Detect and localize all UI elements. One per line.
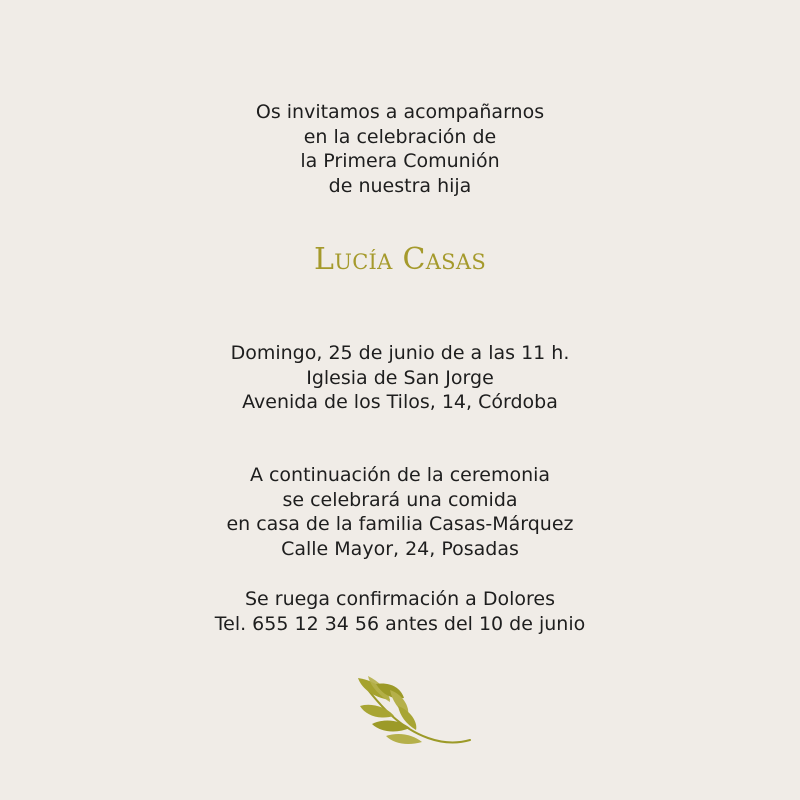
ceremony-line: Iglesia de San Jorge (306, 366, 494, 389)
intro-text (0, 100, 800, 198)
meal-line: en casa de la familia Casas-Márquez (226, 513, 574, 535)
intro-line: en la celebración de (303, 125, 497, 148)
rsvp-line: Se ruega confirmación a Dolores (244, 588, 556, 610)
ceremony-line: Domingo, 25 de junio de a las 11 h. (230, 342, 570, 364)
meal-details (0, 463, 800, 561)
intro-line: de nuestra hija (328, 174, 472, 197)
meal-line: se celebrará una comida (282, 488, 518, 511)
ceremony-line: Avenida de los Tilos, 14, Córdoba (242, 391, 558, 413)
rsvp-details (0, 587, 800, 636)
ceremony-details (0, 341, 800, 415)
olive-branch-icon (350, 676, 476, 752)
honoree-name: Lucía Casas (313, 242, 487, 277)
intro-line: Os invitamos a acompañarnos (255, 101, 545, 123)
meal-line: Calle Mayor, 24, Posadas (281, 537, 519, 560)
rsvp-line: Tel. 655 12 34 56 antes del 10 de junio (214, 612, 586, 635)
intro-line: la Primera Comunión (300, 150, 500, 172)
meal-line: A continuación de la ceremonia (249, 464, 551, 486)
